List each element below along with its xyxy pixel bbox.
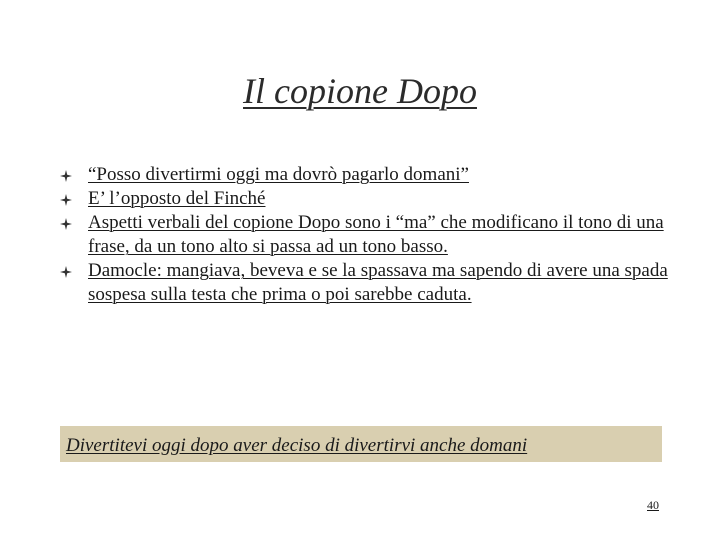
bullet-text: “Posso divertirmi oggi ma dovrò pagarlo domani”	[88, 164, 469, 185]
slide-title: Il copione Dopo	[243, 71, 477, 111]
bullet-item	[60, 163, 670, 187]
bullet-item	[60, 187, 670, 211]
bullet-text: Damocle: mangiava, beveva e se la spassava ma sapendo di avere una spada sospesa sulla testa che prima o poi sarebbe caduta.	[88, 260, 668, 305]
diamond-bullet-icon	[60, 218, 72, 230]
bullet-item	[60, 259, 670, 307]
diamond-bullet-icon	[60, 194, 72, 206]
diamond-bullet-icon	[60, 170, 72, 182]
bullet-item	[60, 211, 670, 259]
diamond-bullet-icon	[60, 266, 72, 278]
bullet-list	[60, 163, 670, 307]
bullet-text: Aspetti verbali del copione Dopo sono i “ma” che modificano il tono di una frase, da un tono alto si passa ad un tono basso.	[88, 212, 664, 257]
bullet-text: E’ l’opposto del Finché	[88, 188, 266, 209]
page-number: 40	[647, 498, 659, 512]
callout-text: Divertitevi oggi dopo aver deciso di divertirvi anche domani	[66, 435, 528, 456]
